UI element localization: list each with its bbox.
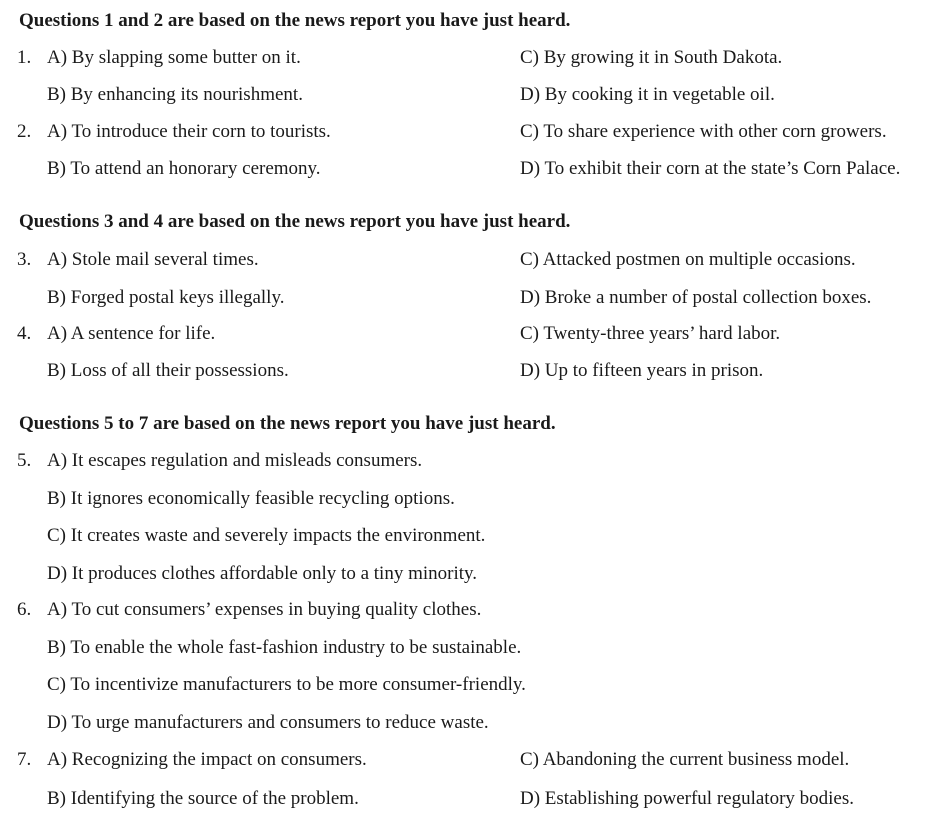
q3-option-c[interactable]: C) Attacked postmen on multiple occasions. [520,249,856,270]
section-heading-1: Questions 1 and 2 are based on the news report you have just heard. [19,10,571,31]
q6-option-a[interactable]: A) To cut consumers’ expenses in buying quality clothes. [47,599,482,620]
q6-option-b[interactable]: B) To enable the whole fast-fashion industry to be sustainable. [47,637,522,658]
question-number-4: 4. [17,323,32,344]
q5-option-a[interactable]: A) It escapes regulation and misleads consumers. [47,450,423,471]
question-number-7: 7. [17,749,32,770]
q2-option-a[interactable]: A) To introduce their corn to tourists. [47,121,331,142]
q2-option-d[interactable]: D) To exhibit their corn at the state’s Corn Palace. [520,158,901,179]
q1-option-c[interactable]: C) By growing it in South Dakota. [520,47,783,68]
q2-option-c[interactable]: C) To share experience with other corn growers. [520,121,887,142]
q4-option-d[interactable]: D) Up to fifteen years in prison. [520,360,764,381]
q1-option-d[interactable]: D) By cooking it in vegetable oil. [520,84,775,105]
question-number-5: 5. [17,450,32,471]
q3-option-b[interactable]: B) Forged postal keys illegally. [47,287,285,308]
q6-option-c[interactable]: C) To incentivize manufacturers to be more consumer-friendly. [47,674,526,695]
q4-option-b[interactable]: B) Loss of all their possessions. [47,360,289,381]
question-number-2: 2. [17,121,32,142]
q3-option-a[interactable]: A) Stole mail several times. [47,249,259,270]
q7-option-b[interactable]: B) Identifying the source of the problem. [47,788,359,809]
section-heading-2: Questions 3 and 4 are based on the news report you have just heard. [19,211,571,232]
q5-option-d[interactable]: D) It produces clothes affordable only to a tiny minority. [47,563,478,584]
q6-option-d[interactable]: D) To urge manufacturers and consumers to reduce waste. [47,712,489,733]
q5-option-b[interactable]: B) It ignores economically feasible recycling options. [47,488,455,509]
q7-option-c[interactable]: C) Abandoning the current business model. [520,749,850,770]
q1-option-a[interactable]: A) By slapping some butter on it. [47,47,301,68]
question-number-6: 6. [17,599,32,620]
section-heading-3: Questions 5 to 7 are based on the news report you have just heard. [19,413,556,434]
q3-option-d[interactable]: D) Broke a number of postal collection boxes. [520,287,872,308]
q7-option-d[interactable]: D) Establishing powerful regulatory bodies. [520,788,855,809]
q4-option-a[interactable]: A) A sentence for life. [47,323,216,344]
q2-option-b[interactable]: B) To attend an honorary ceremony. [47,158,321,179]
question-number-3: 3. [17,249,32,270]
q1-option-b[interactable]: B) By enhancing its nourishment. [47,84,303,105]
q5-option-c[interactable]: C) It creates waste and severely impacts the environment. [47,525,486,546]
q4-option-c[interactable]: C) Twenty-three years’ hard labor. [520,323,781,344]
q7-option-a[interactable]: A) Recognizing the impact on consumers. [47,749,367,770]
question-number-1: 1. [17,47,32,68]
